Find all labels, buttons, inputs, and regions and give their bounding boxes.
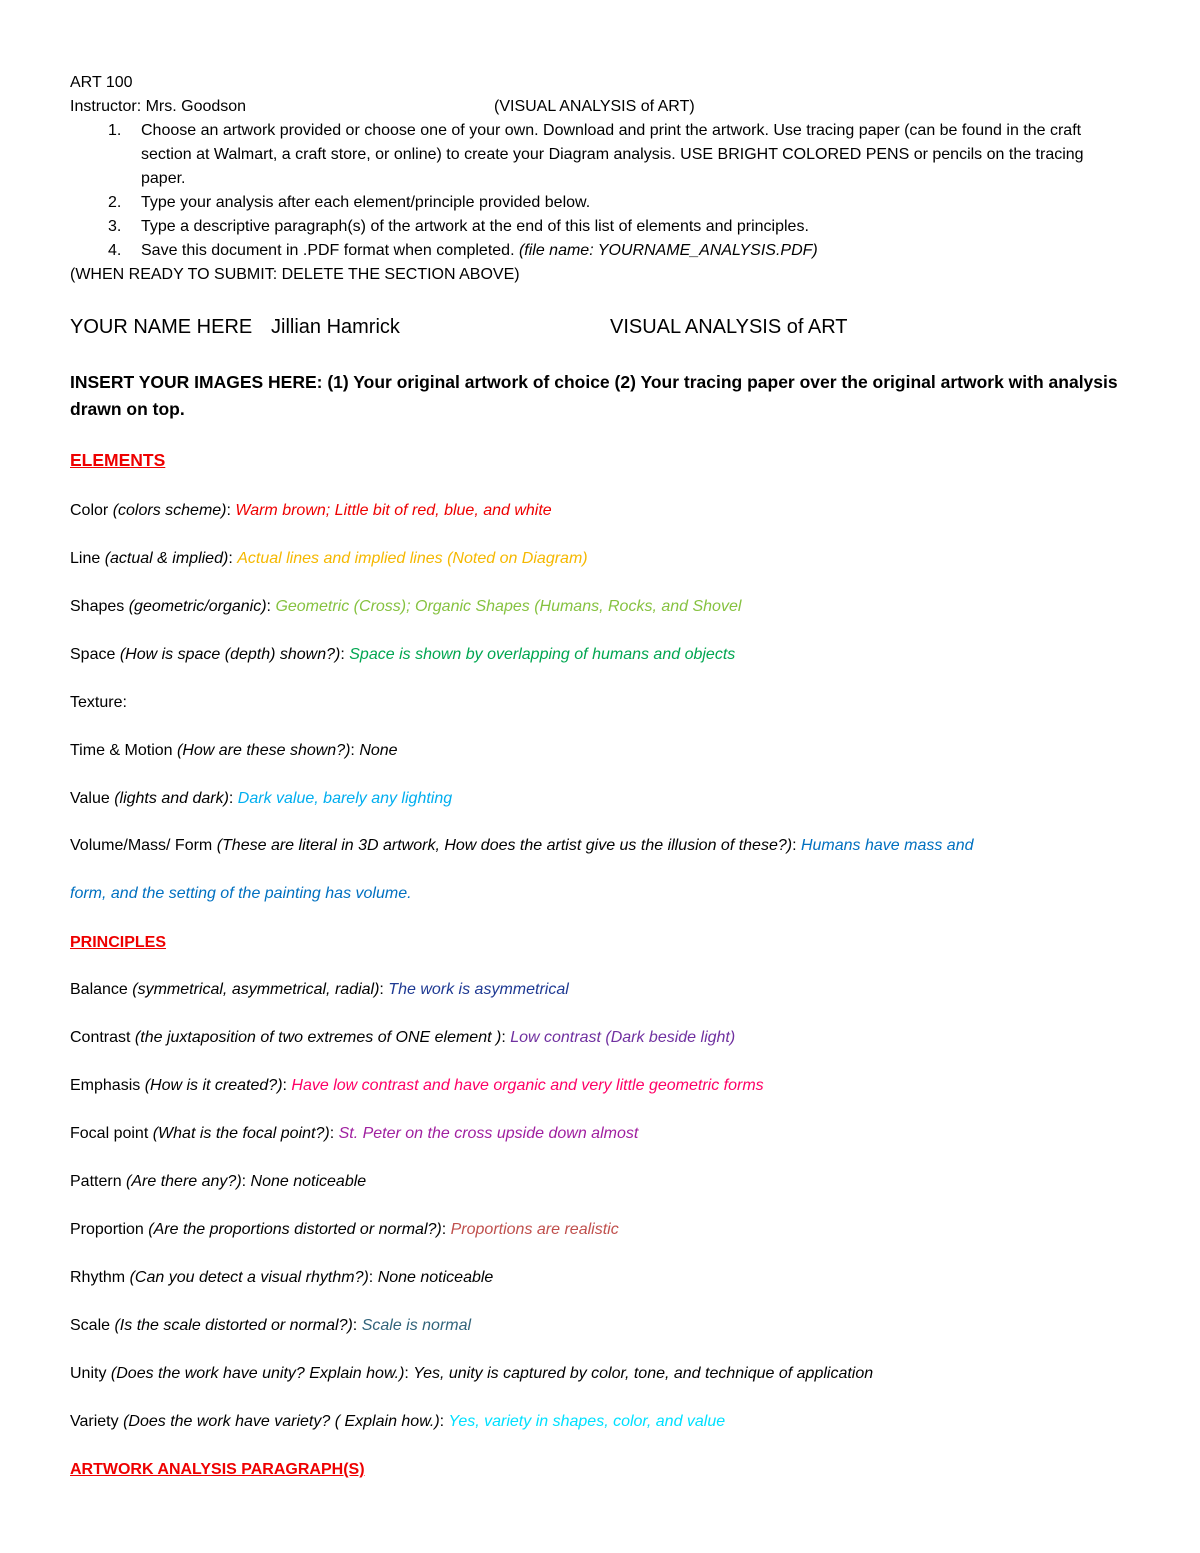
- principle-answer: Yes, unity is captured by color, tone, and technique of application: [413, 1365, 874, 1382]
- principle-row: [70, 1124, 638, 1144]
- document-subtitle: (VISUAL ANALYSIS of ART): [494, 98, 695, 115]
- principle-label: Variety: [70, 1413, 124, 1430]
- principle-row: [70, 1028, 735, 1048]
- principle-label: Focal point: [70, 1125, 153, 1142]
- principle-answer: The work is asymmetrical: [388, 981, 569, 998]
- principle-hint: (Is the scale distorted or normal?): [114, 1317, 353, 1334]
- delete-note: (WHEN READY TO SUBMIT: DELETE THE SECTION ABOVE): [70, 266, 520, 283]
- element-row: [70, 645, 735, 665]
- principle-hint: (Are there any?): [126, 1173, 242, 1190]
- principle-hint: (Does the work have variety? ( Explain how.): [123, 1413, 440, 1430]
- course-label: ART 100: [70, 74, 133, 91]
- principle-row: [70, 1364, 873, 1384]
- element-hint: (How are these shown?): [177, 742, 351, 759]
- element-row: [70, 501, 552, 521]
- element-colon: :: [340, 646, 350, 663]
- element-colon: :: [266, 598, 276, 615]
- principle-answer: St. Peter on the cross upside down almost: [338, 1125, 639, 1142]
- element-answer: None: [359, 742, 398, 759]
- principle-hint: (symmetrical, asymmetrical, radial): [132, 981, 380, 998]
- paragraph-heading: ARTWORK ANALYSIS PARAGRAPH(S): [70, 1461, 365, 1478]
- element-row: [70, 693, 127, 713]
- element-row: [70, 741, 398, 761]
- principles-heading: PRINCIPLES: [70, 934, 167, 951]
- instruction-item: [108, 191, 1118, 215]
- analysis-title: VISUAL ANALYSIS of ART: [610, 316, 848, 338]
- principle-row: [70, 1220, 619, 1240]
- principle-colon: :: [404, 1365, 414, 1382]
- principle-answer: Have low contrast and have organic and very little geometric forms: [291, 1077, 764, 1094]
- principle-hint: (Are the proportions distorted or normal?): [148, 1221, 442, 1238]
- principle-colon: :: [329, 1125, 339, 1142]
- principle-row: [70, 1268, 493, 1288]
- element-answer: Humans have mass and: [800, 837, 974, 854]
- element-colon: :: [350, 742, 360, 759]
- principle-answer: Scale is normal: [361, 1317, 472, 1334]
- instruction-text: Type your analysis after each element/principle provided below.: [141, 194, 591, 211]
- instructor-label: Instructor: Mrs. Goodson: [70, 98, 247, 115]
- instruction-text-plain: Save this document in .PDF format when completed.: [141, 242, 519, 259]
- element-colon: :: [228, 790, 238, 807]
- principle-label: Scale: [70, 1317, 115, 1334]
- element-colon: :: [226, 502, 236, 519]
- instruction-text: Type a descriptive paragraph(s) of the artwork at the end of this list of elements and principles.: [141, 218, 809, 235]
- element-label: Texture:: [70, 694, 127, 711]
- element-row: [70, 597, 741, 617]
- principle-answer: Low contrast (Dark beside light): [510, 1029, 736, 1046]
- principle-hint: (Can you detect a visual rhythm?): [129, 1269, 369, 1286]
- element-hint: (These are literal in 3D artwork, How does the artist give us the illusion of these?): [216, 837, 793, 854]
- principle-answer: None noticeable: [250, 1173, 367, 1190]
- principle-colon: :: [379, 981, 389, 998]
- principle-row: [70, 980, 569, 1000]
- principle-colon: :: [439, 1413, 449, 1430]
- principle-answer: Proportions are realistic: [450, 1221, 619, 1238]
- element-label: Value: [70, 790, 115, 807]
- principle-hint: (Does the work have unity? Explain how.): [110, 1365, 405, 1382]
- element-answer: Actual lines and implied lines (Noted on Diagram): [237, 550, 588, 567]
- principle-colon: :: [368, 1269, 378, 1286]
- instruction-number: 3.: [108, 218, 122, 235]
- principle-row: [70, 1316, 471, 1336]
- principle-row: [70, 1076, 764, 1096]
- element-label: Line: [70, 550, 105, 567]
- element-label: Space: [70, 646, 120, 663]
- instructions-list: [108, 119, 1118, 263]
- principle-row: [70, 1172, 366, 1192]
- element-row: [70, 549, 588, 569]
- instruction-item: [108, 215, 1118, 239]
- element-row: [70, 789, 452, 809]
- instruction-text: Choose an artwork provided or choose one of your own. Download and print the artwork. Use tracing paper (can be found in the craft section at Walmart, a craft store, or online) to create your Diagram analysis. USE BRIGHT COLORED PENS or pencils on the tracing paper.: [141, 122, 1084, 187]
- principle-label: Emphasis: [70, 1077, 145, 1094]
- element-answer: Geometric (Cross); Organic Shapes (Humans, Rocks, and Shovel: [275, 598, 742, 615]
- principle-colon: :: [501, 1029, 511, 1046]
- element-label: Color: [70, 502, 113, 519]
- instruction-text: [141, 239, 1118, 263]
- instruction-number: 1.: [108, 122, 122, 139]
- principle-answer: None noticeable: [377, 1269, 494, 1286]
- element-colon: :: [792, 837, 801, 854]
- principle-label: Balance: [70, 981, 133, 998]
- principle-hint: (What is the focal point?): [152, 1125, 330, 1142]
- principle-answer: Yes, variety in shapes, color, and value: [448, 1413, 726, 1430]
- name-label: YOUR NAME HERE: [70, 316, 253, 338]
- element-answer-continued: form, and the setting of the painting has volume.: [70, 885, 412, 902]
- element-hint: (How is space (depth) shown?): [119, 646, 341, 663]
- instruction-item: [108, 119, 1118, 191]
- principle-label: Unity: [70, 1365, 111, 1382]
- principle-colon: :: [282, 1077, 292, 1094]
- insert-images-instruction: INSERT YOUR IMAGES HERE: (1) Your original artwork of choice (2) Your tracing paper over the original artwork with analysis drawn on top.: [70, 372, 1118, 419]
- principle-colon: :: [241, 1173, 251, 1190]
- element-label: Shapes: [70, 598, 129, 615]
- principle-row: [70, 1412, 725, 1432]
- element-row-volume: [70, 836, 974, 856]
- elements-heading: ELEMENTS: [70, 450, 166, 470]
- student-name: Jillian Hamrick: [271, 316, 400, 338]
- principle-colon: :: [441, 1221, 451, 1238]
- element-answer: Space is shown by overlapping of humans and objects: [349, 646, 736, 663]
- element-colon: :: [228, 550, 238, 567]
- principle-colon: :: [352, 1317, 362, 1334]
- principle-label: Proportion: [70, 1221, 149, 1238]
- principle-hint: (the juxtaposition of two extremes of ONE element ): [134, 1029, 502, 1046]
- instruction-number: 4.: [108, 242, 122, 259]
- instruction-item: [108, 239, 1118, 263]
- principle-label: Pattern: [70, 1173, 127, 1190]
- principle-hint: (How is it created?): [144, 1077, 283, 1094]
- element-label: Volume/Mass/ Form: [70, 837, 217, 854]
- element-hint: (colors scheme): [112, 502, 227, 519]
- element-answer: Warm brown; Little bit of red, blue, and white: [235, 502, 552, 519]
- element-hint: (actual & implied): [104, 550, 229, 567]
- principle-label: Contrast: [70, 1029, 135, 1046]
- element-label: Time & Motion: [70, 742, 177, 759]
- instruction-file-name: (file name: YOURNAME_ANALYSIS.PDF): [518, 242, 818, 259]
- principle-label: Rhythm: [70, 1269, 130, 1286]
- instruction-number: 2.: [108, 194, 122, 211]
- element-hint: (lights and dark): [114, 790, 229, 807]
- element-answer: Dark value, barely any lighting: [237, 790, 453, 807]
- element-hint: (geometric/organic): [128, 598, 267, 615]
